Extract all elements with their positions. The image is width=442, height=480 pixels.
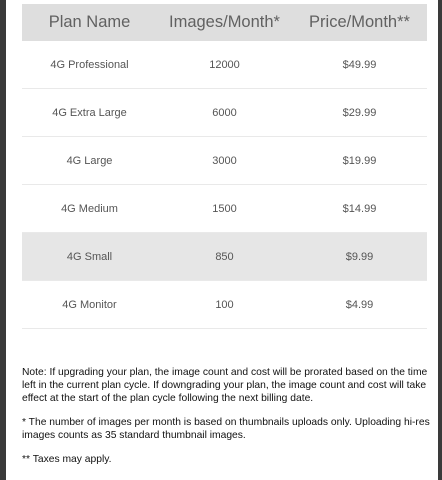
images-count: 6000 <box>212 106 237 119</box>
plan-price: $4.99 <box>345 298 374 311</box>
pricing-table <box>22 4 427 329</box>
images-count: 1500 <box>212 202 237 215</box>
plan-name: 4G Medium <box>61 202 118 215</box>
plan-price: $19.99 <box>342 154 377 167</box>
plan-name: 4G Large <box>66 154 113 167</box>
plan-price: $14.99 <box>342 202 377 215</box>
taxes-footnote: ** Taxes may apply. <box>22 454 112 465</box>
images-count: 3000 <box>212 154 237 167</box>
images-count: 850 <box>215 250 234 263</box>
images-footnote: * The number of images per month is based on thumbnails uploads only. Uploading hi-res images counts as 35 standard thumbnail images. <box>22 417 430 441</box>
plan-name: 4G Monitor <box>62 298 117 311</box>
table-row[interactable] <box>22 137 427 185</box>
plan-price: $29.99 <box>342 106 377 119</box>
header-images-per-month: Images/Month* <box>169 13 280 31</box>
proration-note: Note: If upgrading your plan, the image count and cost will be prorated based on the time left in the current plan cycle. If downgrading your plan, the image count and cost will take effect at the start of the plan cycle following the next billing date. <box>22 367 428 404</box>
plan-price: $9.99 <box>345 250 374 263</box>
images-count: 12000 <box>209 58 240 71</box>
header-price-per-month: Price/Month** <box>309 13 410 31</box>
table-row[interactable] <box>22 281 427 329</box>
images-count: 100 <box>215 298 234 311</box>
header-plan-name: Plan Name <box>48 13 131 31</box>
pricing-notes <box>22 366 432 477</box>
table-row[interactable] <box>22 185 427 233</box>
plan-name: 4G Professional <box>50 58 129 71</box>
table-row[interactable] <box>22 41 427 89</box>
plan-name: 4G Extra Large <box>52 106 127 119</box>
table-row-selected[interactable] <box>22 233 427 281</box>
plan-pricing-panel <box>6 0 438 480</box>
plan-price: $49.99 <box>342 58 377 71</box>
plan-name: 4G Small <box>66 250 113 263</box>
table-row[interactable] <box>22 89 427 137</box>
table-header <box>22 4 427 41</box>
